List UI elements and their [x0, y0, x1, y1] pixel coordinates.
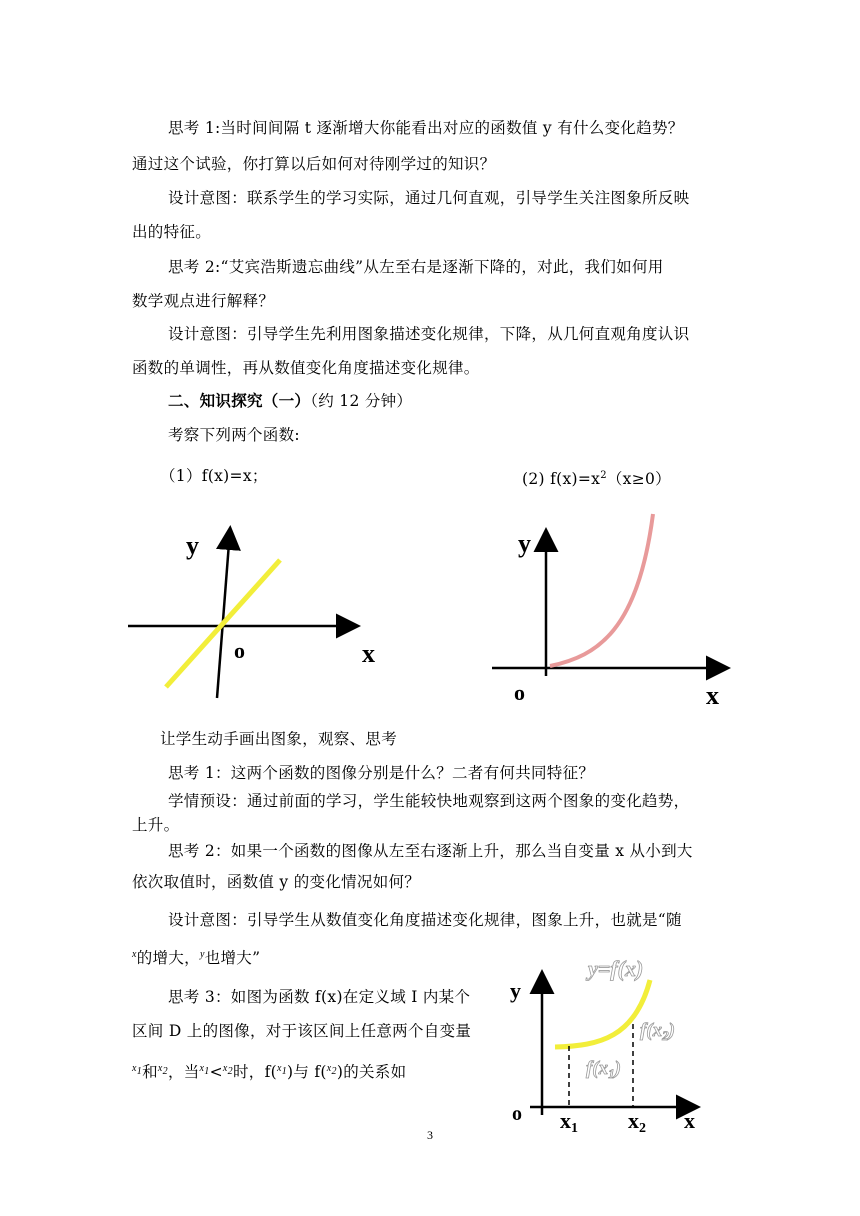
fig3-x1-label: x1 [560, 1108, 578, 1132]
var-x1: x1 [132, 1063, 143, 1077]
design-intent-2-line-a: 设计意图：引导学生先利用图象描述变化规律，下降，从几何直观角度认识 [168, 325, 690, 343]
thinking-2b-line-a: 思考 2：如果一个函数的图像从左至右逐渐上升，那么当自变量 x 从小到大 [168, 842, 693, 860]
var-x: x [132, 949, 137, 960]
text-when: ，当 [167, 1063, 200, 1082]
var-x2-c: x2 [326, 1063, 337, 1077]
figure-linear-function [120, 520, 400, 700]
function-2-label [522, 465, 671, 490]
var-x2: x2 [157, 1063, 168, 1077]
design-intent-2-line-b: 函数的单调性，再从数值变化角度描述变化规律。 [132, 359, 480, 377]
fig2-y-label: y [518, 529, 531, 558]
fig1-y-label: y [186, 531, 199, 560]
design-intent-3-line-b [132, 944, 260, 969]
page-number: 3 [427, 1128, 433, 1142]
fig3-curve-label: y=f(x) [588, 956, 644, 981]
fig1-origin-label: o [234, 638, 245, 663]
fig2-curve [550, 514, 653, 666]
function-2-domain: （x≥0） [606, 470, 671, 489]
fig1-y-axis [217, 530, 230, 698]
fig3-curve [555, 980, 650, 1047]
section-heading-title: 二、知识探究（一） [168, 391, 311, 410]
text-increase: 的增大， [136, 949, 200, 968]
var-x1-b: x1 [199, 1063, 210, 1077]
fig1-x-label: x [362, 639, 375, 668]
fig3-fx2-label: $f(x_2)$ [640, 1020, 675, 1043]
thinking-3-line-a: 思考 3：如图为函数 f(x)在定义域 I 内某个 [168, 988, 471, 1006]
section-heading-note: （约 12 分钟） [310, 392, 413, 410]
design-intent-1-line-b: 出的特征。 [132, 223, 212, 241]
thinking-3-line-b: 区间 D 上的图像，对于该区间上任意两个自变量 [132, 1022, 472, 1040]
text-and: 和 [142, 1063, 158, 1082]
text-less-than: < [209, 1063, 223, 1082]
text-then-f: 时，f( [232, 1063, 277, 1082]
text-relation: )的关系如 [336, 1063, 407, 1082]
thinking-3-line-c [132, 1058, 406, 1083]
function-2-main: (2) f(x)=x [522, 470, 601, 489]
thinking-2-line-b: 数学观点进行解释？ [132, 292, 275, 310]
fig2-origin-label: o [514, 680, 525, 705]
text-with-f: )与 f( [287, 1063, 327, 1082]
fig3-y-label: y [510, 978, 521, 1003]
text-also-increase: 也增大” [204, 949, 261, 968]
thinking-1b-text: 思考 1：这两个函数的图像分别是什么？二者有何共同特征？ [168, 764, 595, 782]
var-x1-c: x1 [276, 1063, 288, 1077]
fig1-line [166, 560, 280, 687]
thinking-1-line-a: 思考 1:当时间间隔 t 逐渐增大你能看出对应的函数值 y 有什么变化趋势？ [168, 119, 684, 137]
prediction-line-b: 上升。 [132, 816, 180, 834]
design-intent-3-line-a: 设计意图：引导学生从数值变化角度描述变化规律，图象上升，也就是“随 [168, 911, 682, 929]
section-heading [168, 390, 412, 412]
thinking-2b-line-b: 依次取值时，函数值 y 的变化情况如何？ [132, 873, 421, 891]
draw-graphs-text: 让学生动手画出图象，观察、思考 [160, 730, 398, 748]
prediction-line-a: 学情预设：通过前面的学习，学生能较快地观察到这两个图象的变化趋势， [168, 792, 690, 810]
examine-functions-text: 考察下列两个函数: [168, 426, 300, 444]
fig3-origin-label: o [512, 1103, 522, 1125]
function-1-label: （1）f(x)=x； [160, 467, 268, 485]
thinking-1-line-b: 通过这个试验，你打算以后如何对待刚学过的知识？ [132, 155, 496, 173]
function-2-exponent: 2 [600, 470, 607, 481]
figure-increasing-function [500, 952, 710, 1132]
thinking-2-line-a: 思考 2:“艾宾浩斯遗忘曲线”从左至右是逐渐下降的，对此，我们如何用 [168, 258, 664, 276]
fig3-x2-label: x2 [628, 1108, 646, 1132]
fig2-x-label: x [706, 681, 719, 710]
figure-quadratic-function [488, 510, 748, 710]
var-y: y [199, 949, 205, 960]
design-intent-1-line-a: 设计意图：联系学生的学习实际，通过几何直观，引导学生关注图象所反映 [168, 189, 690, 207]
var-x2-b: x2 [222, 1063, 233, 1077]
fig3-x-label: x [684, 1108, 695, 1132]
fig3-fx1-label: $f(x_1)$ [586, 1058, 621, 1081]
